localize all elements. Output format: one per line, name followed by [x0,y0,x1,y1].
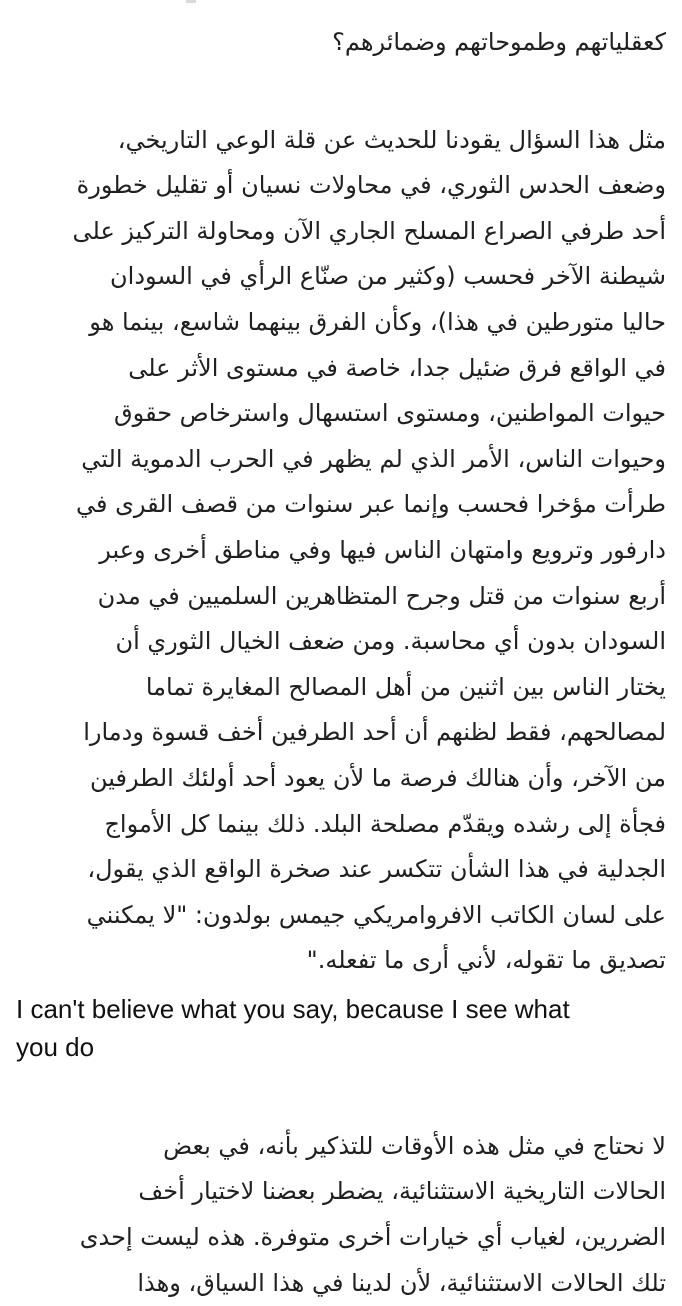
english-quote [16,990,666,1066]
text-line: من الآخر، وأن هنالك فرصة ما لأن يعود أحد أولئك الطرفين [89,763,666,792]
text-line: في الواقع فرق ضئيل جدا، خاصة في مستوى الأثر على [128,353,666,382]
text-line: السودان بدون أي محاسبة. ومن ضعف الخيال الثوري أن [115,627,666,656]
text-line: الضررين، لغياب أي خيارات أخرى متوفرة. هذه ليست إحدى [79,1223,666,1252]
text-line: طرأت مؤخرا فحسب وإنما عبر سنوات من قصف القرى في [75,490,666,519]
text-line: أربع سنوات من قتل وجرح المتظاهرين السلميين في مدن [97,581,666,610]
text-line: حيوات المواطنين، ومستوى استسهال واسترخاص حقوق [114,399,666,428]
text-line: يختار الناس بين اثنين من أهل المصالح المغايرة تماما [145,672,666,701]
text-line: مثل هذا السؤال يقودنا للحديث عن قلة الوعي التاريخي، [117,125,666,154]
quote-line: I can't believe what you say, because I see what [16,993,570,1024]
text-line: كعقلياتهم وطموحاتهم وضمائرهم؟ [332,28,666,56]
text-line: لمصالحهم، فقط لظنهم أن أحد الطرفين أخف قسوة ودمارا [83,718,666,747]
text-line: شيطنة الآخر فحسب (وكثير من صنّاع الرأي في السودان [110,262,666,291]
paragraph-question [16,20,666,66]
text-line: وضعف الحدس الثوري، في محاولات نسيان أو تقليل خطورة [76,171,666,200]
text-line: تصديق ما تقوله، لأني أرى ما تفعله." [306,946,666,975]
text-line: أحد طرفي الصراع المسلح الجاري الآن ومحاولة التركيز على [72,216,666,245]
article-body [16,8,666,1306]
paragraph-closing [16,1124,666,1306]
top-edge-mark [186,0,196,3]
text-line: فجأة إلى رشده ويقدّم مصلحة البلد. ذلك بينما كل الأمواج [104,809,666,838]
text-line: على لسان الكاتب الافروامريكي جيمس بولدون: "لا يمكنني [86,900,666,929]
text-line: الحالات التاريخية الاستثنائية، يضطر بعضنا لاختيار أخف [138,1177,666,1206]
text-line: دارفور وترويع وامتهان الناس فيها وفي مناطق أخرى وعبر [99,535,666,564]
text-line: وحيوات الناس، الأمر الذي لم يظهر في الحرب الدموية التي [81,444,666,473]
paragraph-main [16,118,666,984]
text-line: لا نحتاج في مثل هذه الأوقات للتذكير بأنه، في بعض [163,1131,666,1160]
quote-line: you do [16,1031,95,1062]
text-line: الجدلية في هذا الشأن تتكسر عند صخرة الواقع الذي يقول، [87,855,666,884]
text-line: تلك الحالات الاستثنائية، لأن لدينا في هذا السياق، وهذا [137,1268,666,1297]
text-line: حاليا متورطين في هذا)، وكأن الفرق بينهما شاسع، بينما هو [89,307,666,336]
